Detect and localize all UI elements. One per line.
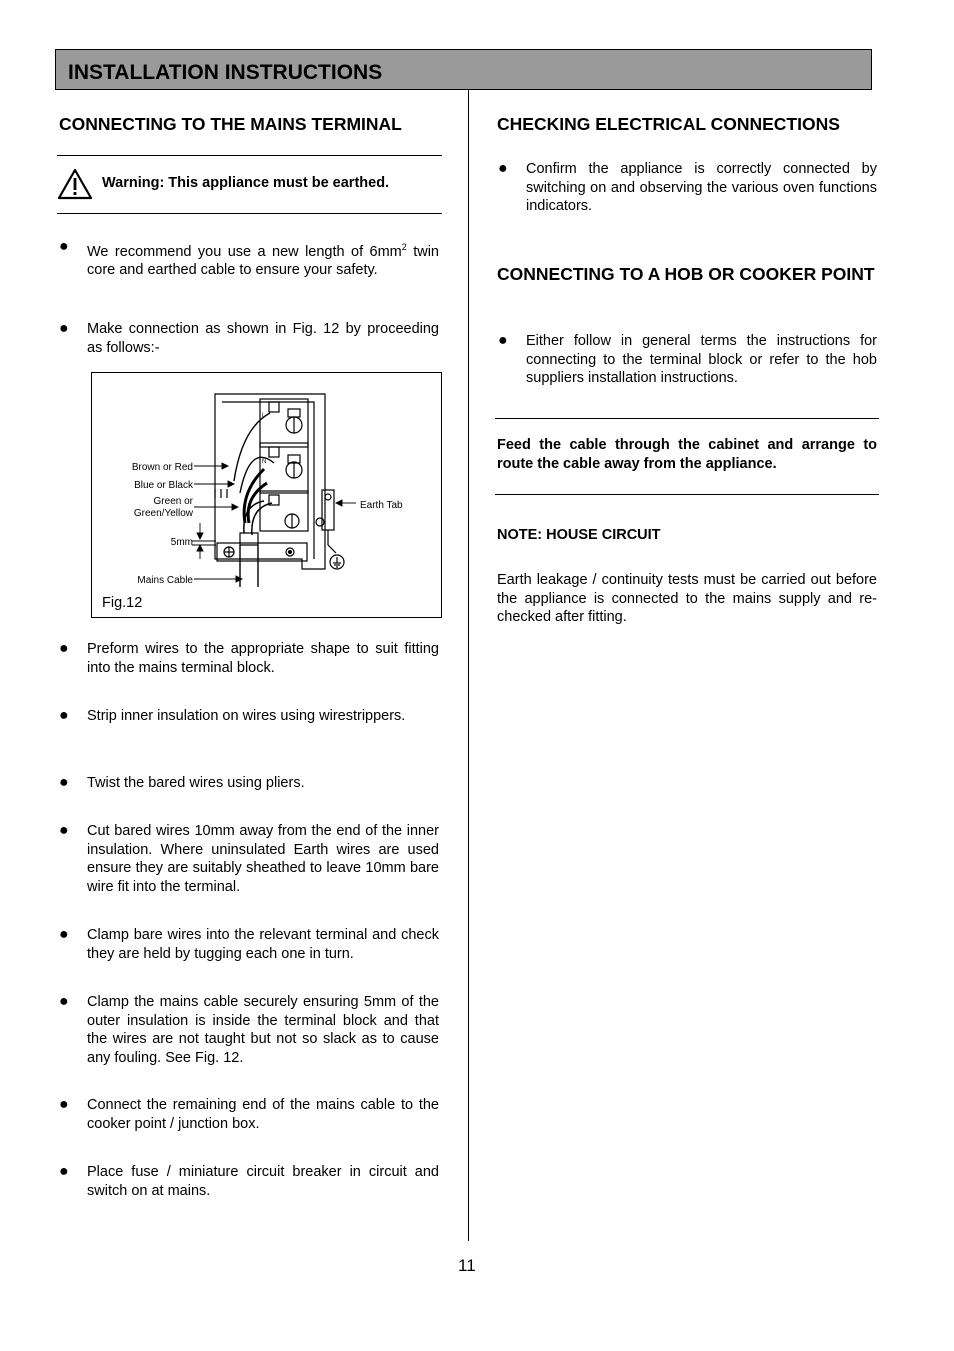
bullet-icon: ● [59, 822, 69, 839]
list-item: ● Make connection as shown in Fig. 12 by proceeding as follows:- [59, 320, 439, 356]
label-blue-or-black: Blue or Black [134, 480, 193, 491]
list-item: ● Twist the bared wires using pliers. [59, 774, 305, 791]
label-green-yellow: Green/Yellow [133, 508, 193, 519]
list-item: ● Cut bared wires 10mm away from the end of the inner insulation. Where uninsulated Earth wires are used ensure they are suitably sheathed to leave 10mm bare wire fit into the terminal. [59, 822, 439, 895]
bullet-icon: ● [59, 1163, 69, 1180]
warning-text: Warning: This appliance must be earthed. [102, 175, 390, 191]
list-item: ● We recommend you use a new length of $6mm^2$ twin core and earthed cable to ensure your safety. [59, 238, 439, 279]
label-earth-tab: Earth Tab [360, 500, 403, 511]
bullet-icon: ● [59, 238, 69, 255]
list-item: ● Preform wires to the appropriate shape to suit fitting into the mains terminal block. [59, 640, 439, 676]
label-terminal-l: L [262, 413, 266, 419]
figure-caption: Fig.12 [102, 595, 143, 611]
page-number: 11 [458, 1256, 476, 1275]
checking-connections-heading: CHECKING ELECTRICAL CONNECTIONS [497, 114, 840, 134]
feed-cable-note: Feed the cable through the cabinet and arrange to route the cable away from the appliance. [497, 437, 877, 472]
list-item: ● Clamp the mains cable securely ensuring 5mm of the outer insulation is inside the terminal block and that the wires are not taught but not so slack as to cause any fouling. See Fig. 12. [59, 993, 439, 1066]
house-circuit-heading: NOTE: HOUSE CIRCUIT [497, 527, 661, 543]
page-title: INSTALLATION INSTRUCTIONS [68, 61, 383, 84]
bullet-icon: ● [59, 993, 69, 1010]
warning-triangle-icon [57, 168, 93, 200]
bullet-icon: ● [59, 774, 69, 791]
label-green-or: Green or [153, 496, 193, 507]
list-item: ● Either follow in general terms the instructions for connecting to the terminal block or refer to the hob suppliers installation instructions. [498, 332, 877, 386]
list-item: ● Clamp bare wires into the relevant terminal and check they are held by tugging each one in turn. [59, 926, 439, 962]
warning-rule-top [57, 155, 442, 156]
bullet-icon: ● [59, 640, 69, 657]
list-item: ● Confirm the appliance is correctly connected by switching on and observing the various oven functions indicators. [498, 160, 877, 214]
label-mains-cable: Mains Cable [137, 575, 193, 586]
house-circuit-text: Earth leakage / continuity tests must be carried out before the appliance is connected to the mains supply and re-checked after fitting. [497, 572, 877, 625]
warning-box [57, 166, 442, 200]
hob-cooker-heading: CONNECTING TO A HOB OR COOKER POINT [497, 264, 875, 284]
mains-terminal-heading: CONNECTING TO THE MAINS TERMINAL [59, 114, 402, 134]
list-item: ● Place fuse / miniature circuit breaker in circuit and switch on at mains. [59, 1163, 439, 1199]
column-divider [468, 90, 469, 1241]
figure-12 [91, 372, 442, 618]
label-brown-or-red: Brown or Red [131, 462, 193, 473]
section-banner [55, 49, 872, 90]
list-item: ● Connect the remaining end of the mains cable to the cooker point / junction box. [59, 1096, 439, 1132]
terminal-diagram [92, 373, 443, 619]
label-terminal-n: N [262, 459, 267, 465]
bullet-icon: ● [498, 332, 508, 349]
bullet-icon: ● [59, 320, 69, 337]
bullet-icon: ● [59, 707, 69, 724]
label-5mm: 5mm [170, 537, 193, 548]
feed-rule-top [495, 418, 879, 419]
bullet-icon: ● [59, 1096, 69, 1113]
warning-rule-bottom [57, 213, 442, 214]
bullet-icon: ● [59, 926, 69, 943]
feed-rule-bottom [495, 494, 879, 495]
bullet-icon: ● [498, 160, 508, 177]
list-item: ● Strip inner insulation on wires using wirestrippers. [59, 707, 406, 724]
